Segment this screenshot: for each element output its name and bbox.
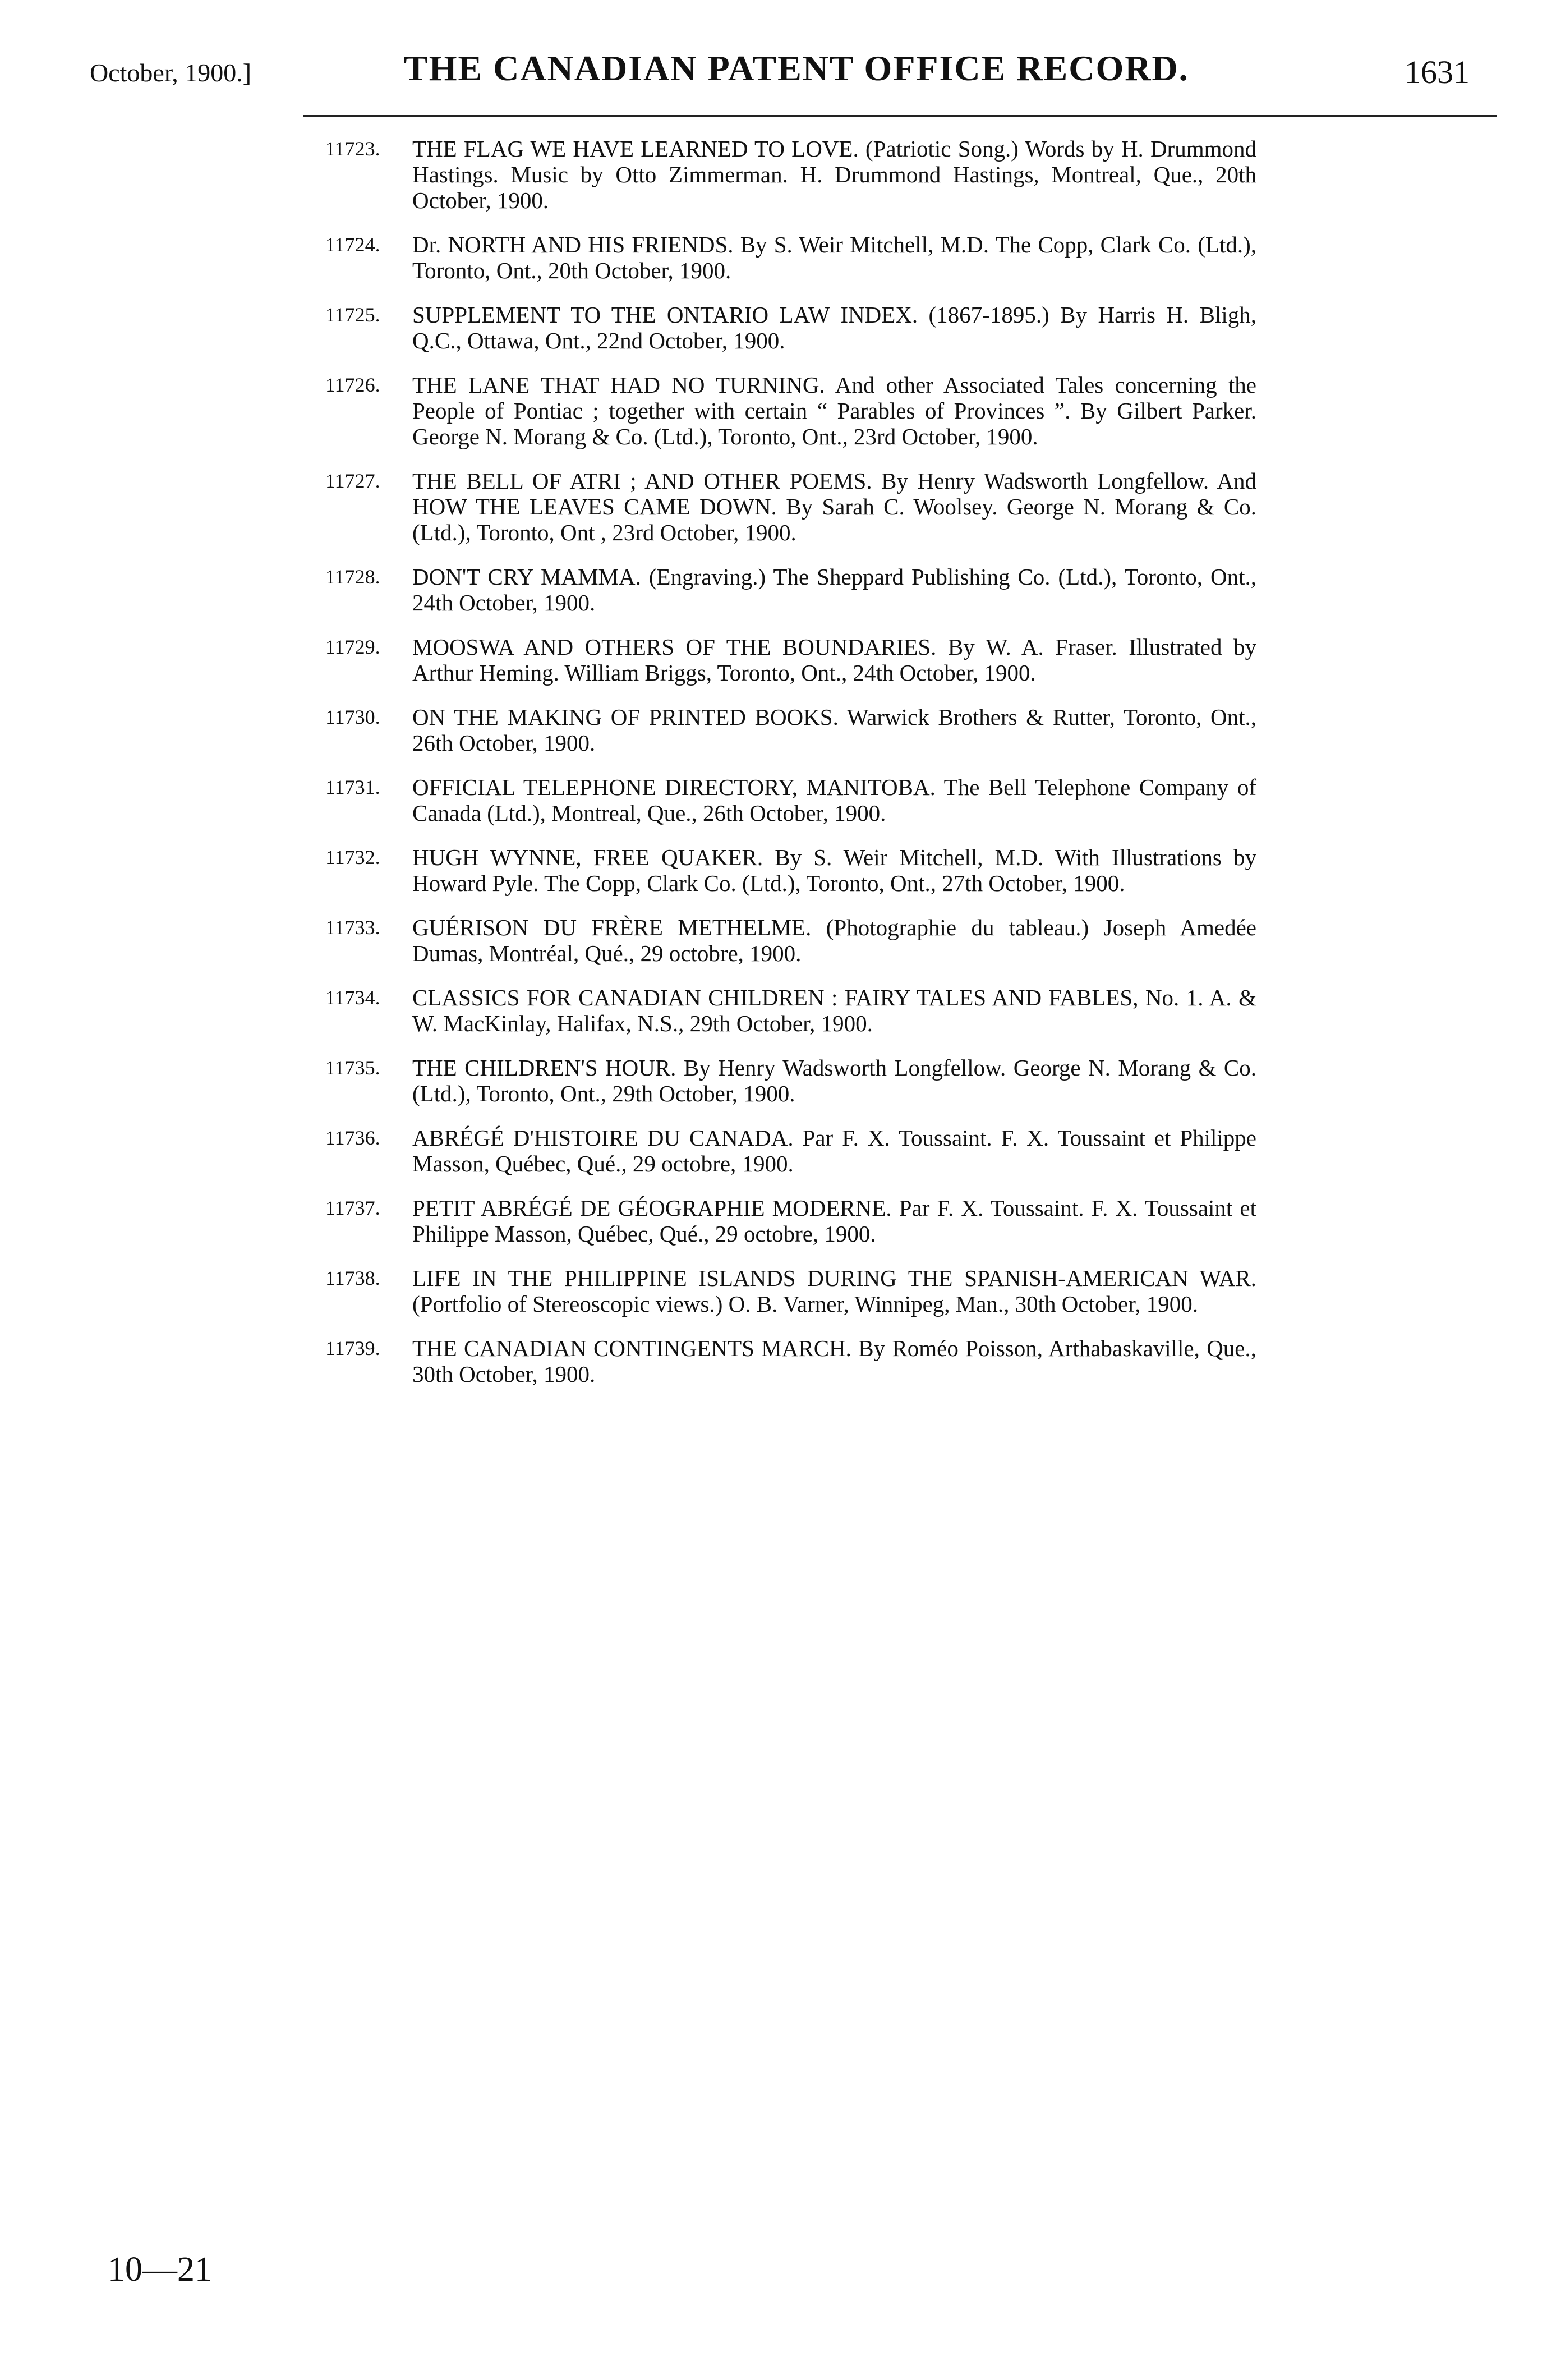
list-item	[325, 774, 1256, 826]
entry-number: 11732.	[325, 846, 380, 869]
entry-number: 11731.	[325, 776, 380, 798]
entry-text: Dr. NORTH AND HIS FRIENDS. By S. Weir Mitchell, M.D. The Copp, Clark Co. (Ltd.), Toronto, Ont., 20th October, 1900.	[412, 232, 1256, 283]
entry-text: ABRÉGÉ D'HISTOIRE DU CANADA. Par F. X. Toussaint. F. X. Toussaint et Philippe Masson, Québec, Qué., 29 octobre, 1900.	[412, 1125, 1256, 1177]
entry-text: CLASSICS FOR CANADIAN CHILDREN : FAIRY TALES AND FABLES, No. 1. A. & W. MacKinlay, Halifax, N.S., 29th October, 1900.	[412, 985, 1256, 1036]
entry-text: DON'T CRY MAMMA. (Engraving.) The Sheppard Publishing Co. (Ltd.), Toronto, Ont., 24th October, 1900.	[412, 564, 1256, 615]
entry-text: THE CANADIAN CONTINGENTS MARCH. By Roméo Poisson, Arthabaskaville, Que., 30th October, 1900.	[412, 1335, 1256, 1387]
entry-number: 11734.	[325, 986, 380, 1009]
list-item	[325, 372, 1256, 449]
entry-text: OFFICIAL TELEPHONE DIRECTORY, MANITOBA. The Bell Telephone Company of Canada (Ltd.), Montreal, Que., 26th October, 1900.	[412, 774, 1256, 826]
entry-number: 11723.	[325, 137, 380, 160]
list-item	[325, 1195, 1256, 1247]
list-item	[325, 136, 1256, 213]
entry-text: HUGH WYNNE, FREE QUAKER. By S. Weir Mitchell, M.D. With Illustrations by Howard Pyle. The Copp, Clark Co. (Ltd.), Toronto, Ont., 27th October, 1900.	[412, 844, 1256, 896]
list-item	[325, 564, 1256, 615]
list-item	[325, 1125, 1256, 1177]
entry-text: PETIT ABRÉGÉ DE GÉOGRAPHIE MODERNE. Par F. X. Toussaint. F. X. Toussaint et Philippe Masson, Québec, Qué., 29 octobre, 1900.	[412, 1195, 1256, 1247]
header-title: THE CANADIAN PATENT OFFICE RECORD.	[404, 48, 1189, 88]
list-item	[325, 232, 1256, 283]
header-rule	[303, 115, 1497, 117]
entry-text: THE FLAG WE HAVE LEARNED TO LOVE. (Patriotic Song.) Words by H. Drummond Hastings. Music by Otto Zimmerman. H. Drummond Hastings, Montreal, Que., 20th October, 1900.	[412, 136, 1256, 213]
entry-text: THE BELL OF ATRI ; AND OTHER POEMS. By Henry Wadsworth Longfellow. And HOW THE LEAVES CAME DOWN. By Sarah C. Woolsey. George N. Morang & Co. (Ltd.), Toronto, Ont , 23rd October, 1900.	[412, 468, 1256, 545]
entry-number: 11733.	[325, 916, 380, 939]
entry-number: 11730.	[325, 706, 380, 728]
list-item	[325, 1335, 1256, 1387]
entry-number: 11727.	[325, 470, 380, 492]
entry-number: 11738.	[325, 1267, 380, 1289]
list-item	[325, 985, 1256, 1036]
entry-number: 11729.	[325, 636, 380, 658]
list-item	[325, 634, 1256, 686]
header-date: October, 1900.]	[90, 58, 252, 87]
list-item	[325, 1055, 1256, 1106]
list-item	[325, 302, 1256, 353]
entry-number: 11725.	[325, 304, 380, 326]
entry-list	[325, 136, 1256, 1405]
page-header	[90, 48, 1481, 98]
entry-text: LIFE IN THE PHILIPPINE ISLANDS DURING THE SPANISH-AMERICAN WAR. (Portfolio of Stereoscopic views.) O. B. Varner, Winnipeg, Man., 30th October, 1900.	[412, 1265, 1256, 1317]
entry-number: 11724.	[325, 233, 380, 256]
entry-text: ON THE MAKING OF PRINTED BOOKS. Warwick Brothers & Rutter, Toronto, Ont., 26th October, 1900.	[412, 704, 1256, 756]
list-item	[325, 844, 1256, 896]
entry-text: THE CHILDREN'S HOUR. By Henry Wadsworth Longfellow. George N. Morang & Co. (Ltd.), Toronto, Ont., 29th October, 1900.	[412, 1055, 1256, 1106]
entry-text: MOOSWA AND OTHERS OF THE BOUNDARIES. By W. A. Fraser. Illustrated by Arthur Heming. William Briggs, Toronto, Ont., 24th October, 1900.	[412, 634, 1256, 686]
page-number: 1631	[1405, 54, 1470, 90]
entry-text: SUPPLEMENT TO THE ONTARIO LAW INDEX. (1867-1895.) By Harris H. Bligh, Q.C., Ottawa, Ont., 22nd October, 1900.	[412, 302, 1256, 353]
entry-number: 11737.	[325, 1197, 380, 1219]
list-item	[325, 468, 1256, 545]
entry-number: 11728.	[325, 566, 380, 588]
entry-number: 11739.	[325, 1337, 380, 1359]
list-item	[325, 1265, 1256, 1317]
entry-text: THE LANE THAT HAD NO TURNING. And other Associated Tales concerning the People of Pontiac ; together with certain “ Parables of Provinces ”. By Gilbert Parker. George N. Morang & Co. (Ltd.), Toronto, Ont., 23rd October, 1900.	[412, 372, 1256, 449]
list-item	[325, 915, 1256, 966]
entry-text: GUÉRISON DU FRÈRE METHELME. (Photographie du tableau.) Joseph Amedée Dumas, Montréal, Qué., 29 octobre, 1900.	[412, 915, 1256, 966]
entry-number: 11736.	[325, 1127, 380, 1149]
entry-number: 11726.	[325, 374, 380, 396]
entry-number: 11735.	[325, 1056, 380, 1079]
signature-mark: 10—21	[108, 2250, 212, 2289]
list-item	[325, 704, 1256, 756]
